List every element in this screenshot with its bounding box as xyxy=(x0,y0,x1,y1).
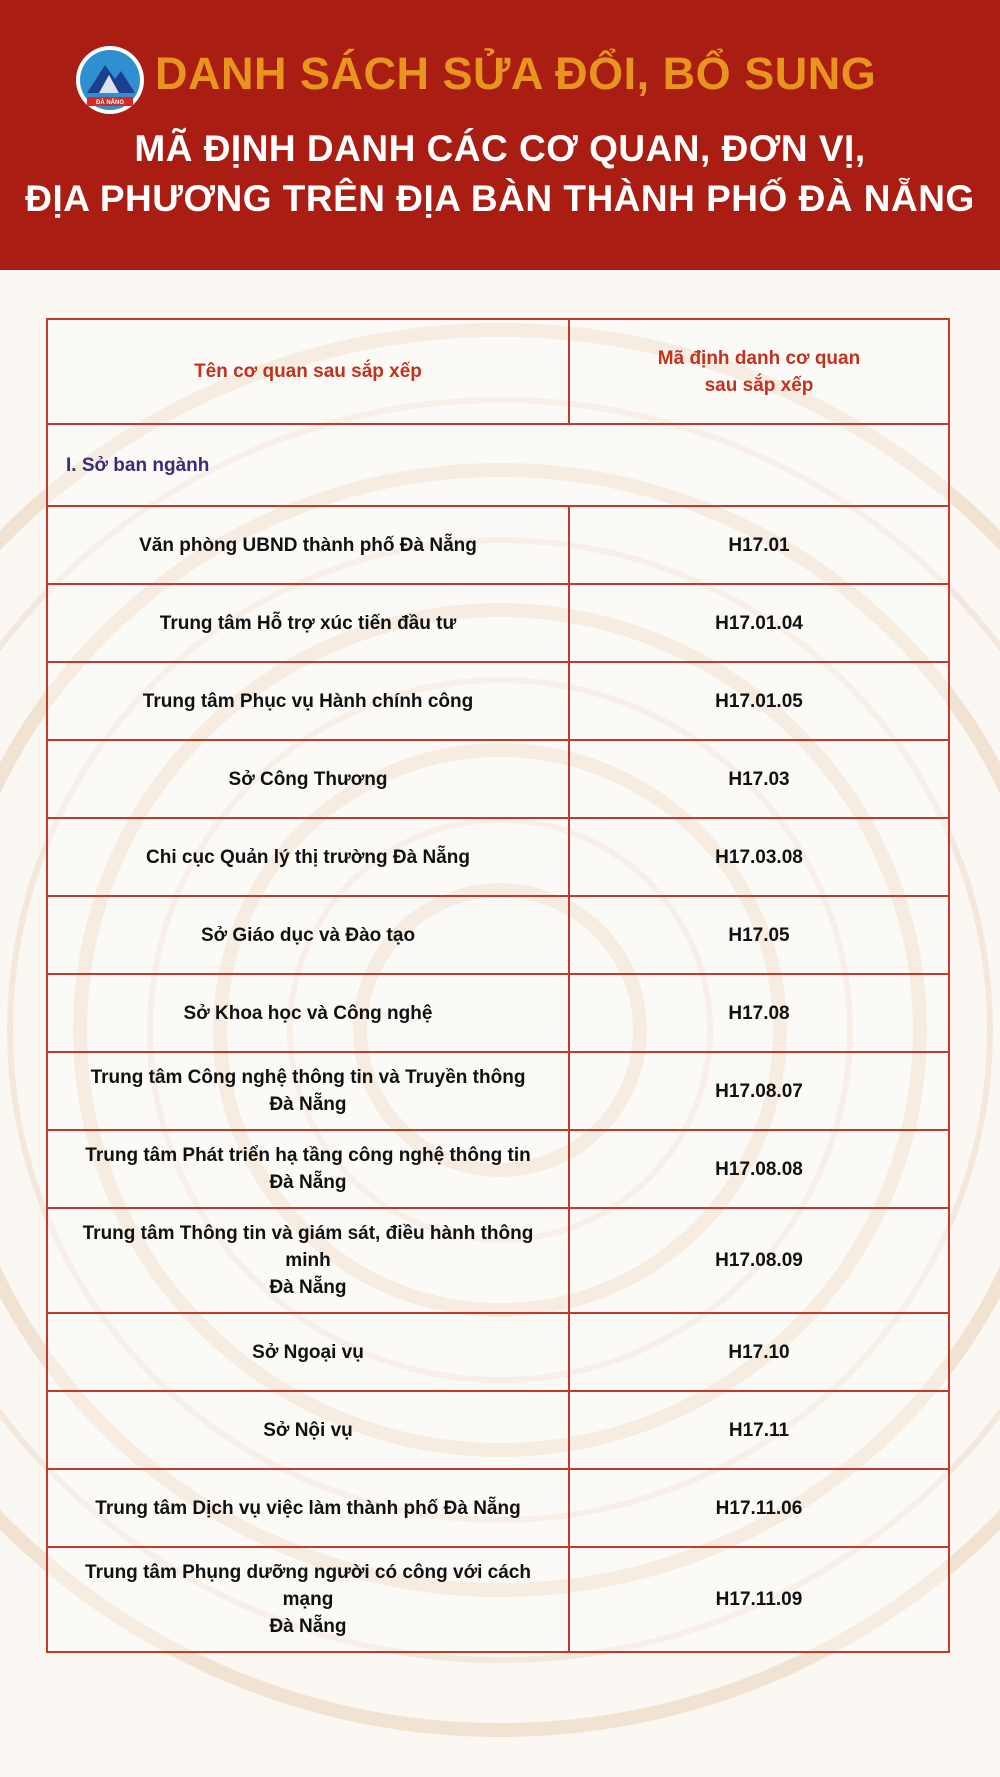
agency-code: H17.11.06 xyxy=(715,1497,803,1519)
table-row xyxy=(48,975,948,1053)
table-row xyxy=(48,1209,948,1314)
agency-code: H17.11 xyxy=(728,1419,790,1441)
agency-name: Văn phòng UBND thành phố Đà Nẵng xyxy=(48,507,570,583)
agency-name: Trung tâm Phát triển hạ tầng công nghệ thông tin Đà Nẵng xyxy=(48,1131,570,1207)
agency-name: Trung tâm Phụng dưỡng người có công với cách mạng Đà Nẵng xyxy=(48,1548,570,1651)
table-row xyxy=(48,819,948,897)
table-row xyxy=(48,663,948,741)
agency-name: Trung tâm Hỗ trợ xúc tiến đầu tư xyxy=(48,585,570,661)
section-title: I. Sở ban ngành xyxy=(66,454,210,476)
agency-name: Sở Nội vụ xyxy=(48,1392,570,1468)
title-line-1: MÃ ĐỊNH DANH CÁC CƠ QUAN, ĐƠN VỊ, xyxy=(134,128,866,169)
agency-code: H17.03.08 xyxy=(715,846,803,868)
title-top: DANH SÁCH SỬA ĐỔI, BỔ SUNG xyxy=(155,48,877,99)
agency-name: Chi cục Quản lý thị trường Đà Nẵng xyxy=(48,819,570,895)
agency-name: Trung tâm Dịch vụ việc làm thành phố Đà Nẵng xyxy=(48,1470,570,1546)
table-header-row xyxy=(48,320,948,425)
agency-name: Sở Giáo dục và Đào tạo xyxy=(48,897,570,973)
column-header-name: Tên cơ quan sau sắp xếp xyxy=(48,320,570,423)
agency-code: H17.01 xyxy=(728,534,790,556)
table-row xyxy=(48,1053,948,1131)
agency-code: H17.11.09 xyxy=(715,1589,803,1610)
table-row xyxy=(48,1470,948,1548)
agency-code: H17.05 xyxy=(728,924,790,946)
table-row xyxy=(48,1392,948,1470)
header-banner xyxy=(0,0,1000,270)
da-nang-logo-icon xyxy=(75,45,145,115)
agency-code: H17.08.08 xyxy=(715,1158,803,1180)
agency-name: Sở Khoa học và Công nghệ xyxy=(48,975,570,1051)
table-row xyxy=(48,741,948,819)
agency-code: H17.01.04 xyxy=(715,612,803,634)
identifier-table xyxy=(46,318,950,1653)
agency-code: H17.10 xyxy=(728,1341,790,1363)
agency-code: H17.08.09 xyxy=(715,1250,803,1271)
agency-code: H17.01.05 xyxy=(715,690,803,712)
agency-code: H17.08.07 xyxy=(715,1080,803,1102)
agency-code: H17.03 xyxy=(728,768,790,790)
title-line-2: ĐỊA PHƯƠNG TRÊN ĐỊA BÀN THÀNH PHỐ ĐÀ NẴNG xyxy=(25,178,975,219)
table-row xyxy=(48,585,948,663)
agency-code: H17.08 xyxy=(728,1002,790,1024)
agency-name: Sở Ngoại vụ xyxy=(48,1314,570,1390)
column-header-code: Mã định danh cơ quan sau sắp xếp xyxy=(657,347,861,396)
agency-name: Trung tâm Công nghệ thông tin và Truyền thông Đà Nẵng xyxy=(48,1053,570,1129)
table-row xyxy=(48,1548,948,1651)
table-row xyxy=(48,1131,948,1209)
agency-name: Trung tâm Thông tin và giám sát, điều hành thông minh Đà Nẵng xyxy=(48,1209,570,1312)
table-row xyxy=(48,1314,948,1392)
table-row xyxy=(48,897,948,975)
table-row xyxy=(48,507,948,585)
section-row xyxy=(48,425,948,507)
svg-text:ĐÀ NẴNG: ĐÀ NẴNG xyxy=(96,100,124,106)
agency-name: Trung tâm Phục vụ Hành chính công xyxy=(48,663,570,739)
agency-name: Sở Công Thương xyxy=(48,741,570,817)
